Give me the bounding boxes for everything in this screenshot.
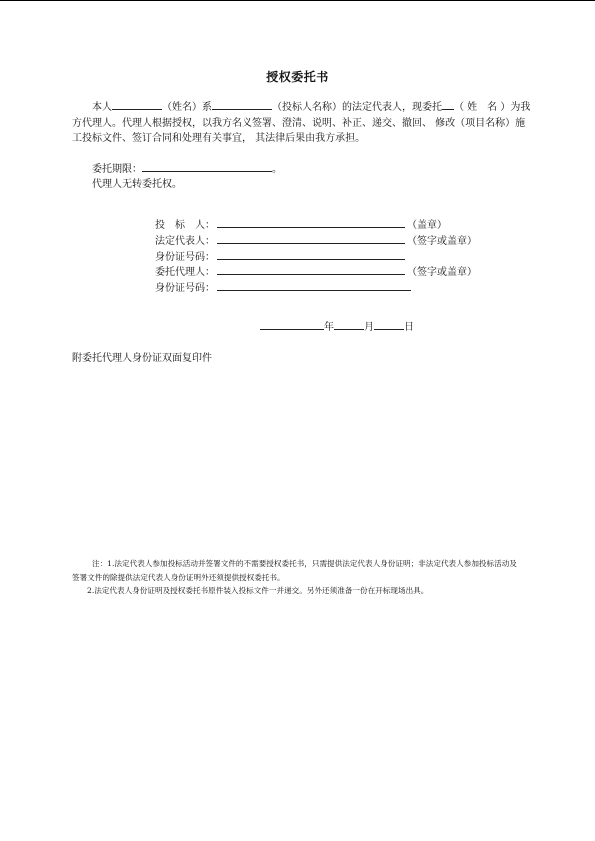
para-text-3: （投标人名称）的法定代表人，现委托 [272,102,442,113]
field-line-bidder[interactable] [217,217,405,228]
date-row [260,318,414,333]
bidder-name-blank[interactable] [212,99,272,110]
field-row-agent [155,264,477,278]
agent-name-blank[interactable] [442,99,454,110]
field-line-legal-rep[interactable] [217,233,405,244]
no-subdelegation-text: 代理人无转委托权。 [92,179,182,190]
day-blank[interactable] [374,319,404,330]
field-row-id-1 [155,249,405,263]
authorization-paragraph [72,99,532,147]
top-border-line [0,0,595,1]
field-line-agent[interactable] [217,264,405,275]
attachment-note: 附委托代理人身份证双面复印件 [72,353,212,364]
name-blank[interactable] [112,99,162,110]
para-text-2: （姓名）系 [162,102,212,113]
field-line-id-2[interactable] [217,280,411,291]
day-label: 日 [404,322,414,333]
field-row-id-2 [155,280,411,294]
footnote-1: 注：1.法定代表人参加投标活动并签署文件的不需要授权委托书，只需提供法定代表人身份证明；非法定代表人参加投标活动及签署文件的除提供法定代表人身份证明外还须提供授权委托书。 [72,559,517,582]
month-blank[interactable] [334,319,364,330]
field-label-id-2: 身份证号码： [155,283,215,294]
para-text-1: 本人 [92,102,112,113]
document-title: 授权委托书 [266,70,329,84]
field-note-agent: （签字或盖章） [407,267,477,278]
field-label-bidder: 投 标 人： [155,220,215,231]
term-end: 。 [272,164,282,175]
footnote-2: 2.法定代表人身份证明及授权委托书原件装入投标文件一并递交。另外还须准备一份在开标现场出具。 [87,586,429,595]
field-note-bidder: （盖章） [407,220,447,231]
month-label: 月 [364,322,374,333]
term-row [72,161,532,178]
field-row-bidder [155,217,447,231]
para-text-4: （ 姓 名 ）为我方代理人。代理人根据授权，以我方名义签署、澄清、说明、补正、递交、撤回、 修改（项目名称）施工投标文件、签订合同和处理有关事宜， 其法律后果由我方承担。 [72,102,531,144]
field-label-id-1: 身份证号码： [155,252,215,263]
year-label: 年 [324,322,334,333]
field-label-legal-rep: 法定代表人： [155,236,215,247]
field-label-agent: 委托代理人： [155,267,215,278]
year-blank[interactable] [260,319,324,330]
term-blank[interactable] [142,161,272,172]
term-label: 委托期限： [92,164,142,175]
field-note-legal-rep: （签字或盖章） [407,236,477,247]
field-row-legal-rep [155,233,477,247]
no-subdelegation-row [72,177,532,193]
footnotes [72,557,524,598]
field-line-id-1[interactable] [217,249,405,260]
